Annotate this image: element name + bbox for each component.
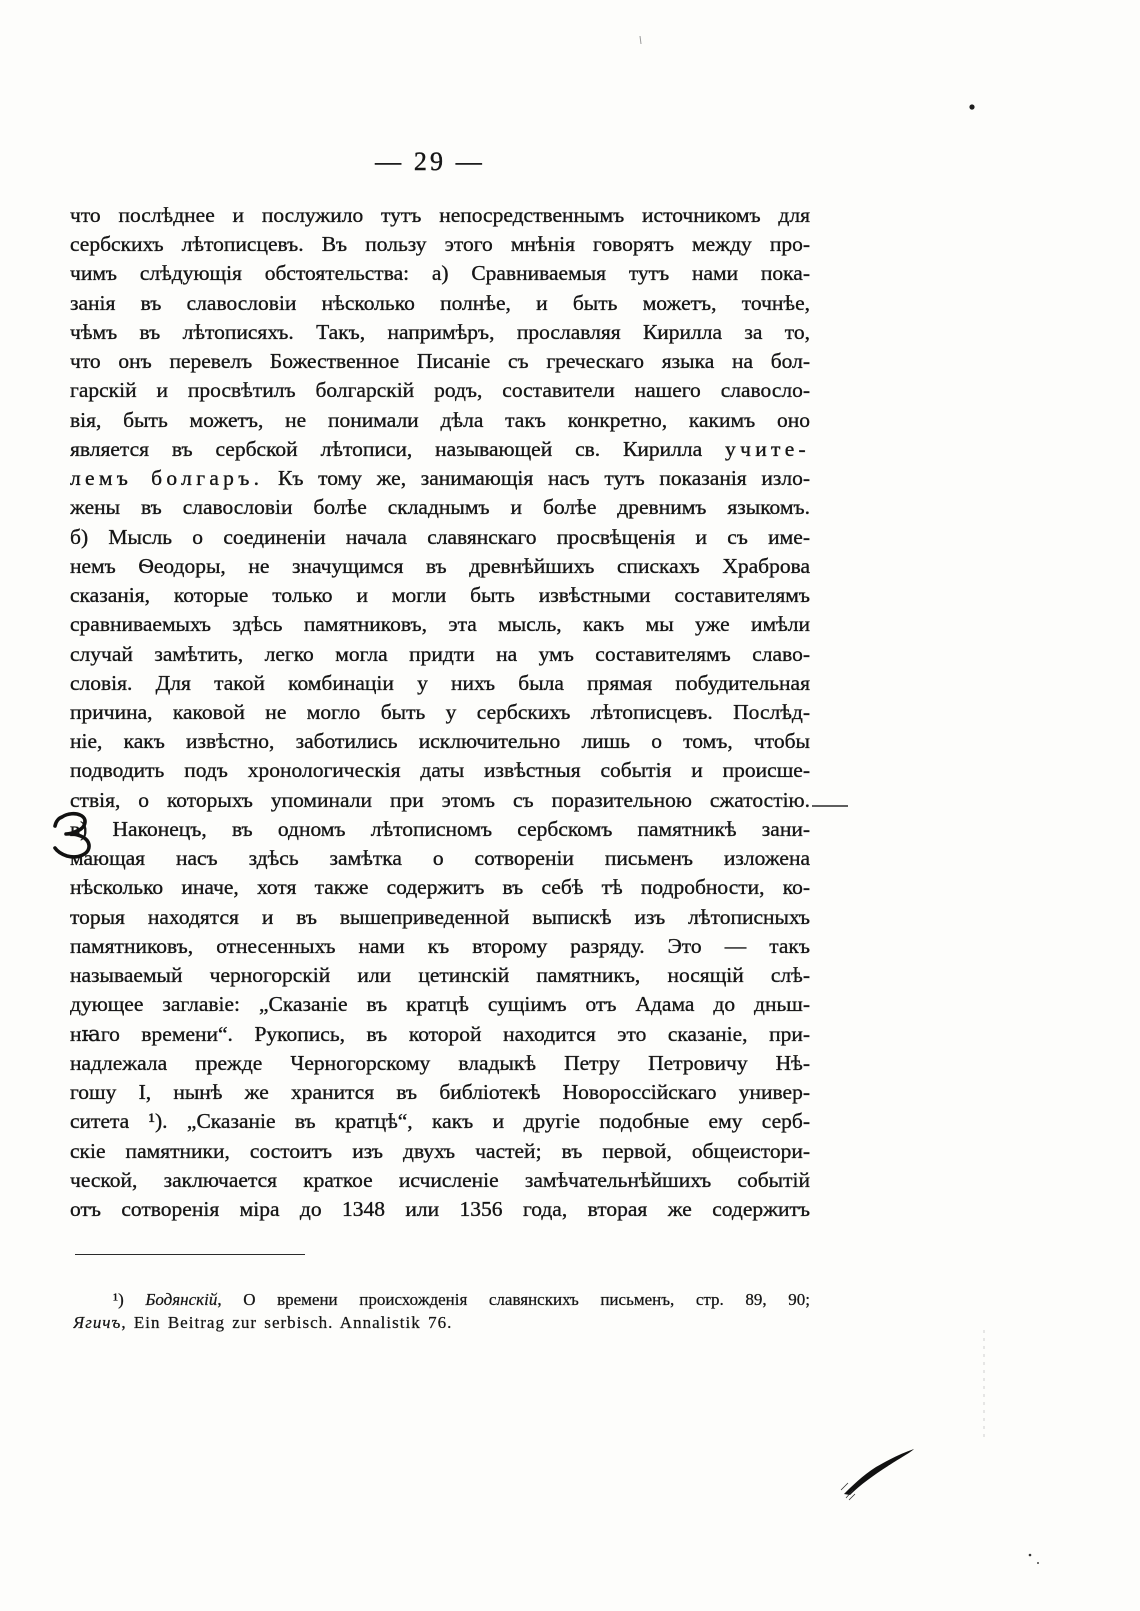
text-line: чимъ слѣдующія обстоятельства: а) Сравниваемыя тутъ нами пока- bbox=[70, 261, 810, 286]
ink-speck bbox=[969, 104, 974, 109]
text-line: ніе, какъ извѣстно, заботились исключительно лишь о томъ, чтобы bbox=[70, 729, 810, 754]
text-line: дующее заглавіе: „Сказаніе въ кратцѣ сущіимъ отъ Адама до дньш- bbox=[70, 992, 810, 1017]
footnote-text: , Ein Beitrag zur serbisch. Annalistik 76. bbox=[121, 1313, 453, 1332]
text-line: отъ сотворенія міра до 1348 или 1356 года, вторая же содержитъ bbox=[70, 1196, 810, 1221]
letterspaced-emphasis: лемъ болгаръ. bbox=[70, 466, 264, 491]
text-line bbox=[70, 815, 810, 844]
text-line: гошу I, нынѣ же хранится въ библіотекѣ Новороссійскаго универ- bbox=[70, 1080, 810, 1105]
text-line: памятниковъ, отнесенныхъ нами къ второму разряду. Это — такъ bbox=[70, 933, 810, 958]
text-line: занія въ славословіи нѣсколько полнѣе, и быть можетъ, точнѣе, bbox=[70, 290, 810, 315]
letterspaced-emphasis: учите- bbox=[725, 436, 810, 461]
text-line: торыя находятся и въ вышеприведенной выпискѣ изъ лѣтописныхъ bbox=[70, 904, 810, 929]
page-number: — 29 — bbox=[375, 147, 485, 176]
footnote-separator-rule bbox=[75, 1254, 305, 1255]
line-text: Наконецъ, въ одномъ лѣтописномъ сербскомъ памятникѣ зани- bbox=[112, 816, 810, 841]
text-line: жены въ славословіи болѣе складнымъ и болѣе древнимъ языкомъ. bbox=[70, 495, 810, 520]
text-line: что онъ перевелъ Божественное Писаніе съ греческаго языка на бол- bbox=[70, 349, 810, 374]
text-line: вія, быть можетъ, не понимали дѣла такъ конкретно, какимъ оно bbox=[70, 407, 810, 432]
text-line: ствія, о которыхъ упоминали при этомъ съ поразительною сжатостію. bbox=[70, 787, 810, 812]
text-line: чѣмъ въ лѣтописяхъ. Такъ, напримѣръ, прославляя Кирилла за то, bbox=[70, 319, 810, 344]
text-line: подводить подъ хронологическія даты извѣстныя событія и происше- bbox=[70, 758, 810, 783]
ink-stroke-hairlines bbox=[841, 1483, 855, 1500]
line-text: является въ сербской лѣтописи, называющей св. Кирилла bbox=[70, 436, 703, 461]
ink-speck bbox=[1037, 1562, 1039, 1564]
text-line: немъ Ѳеодоры, не значущимся въ древнѣйшихъ спискахъ Храброва bbox=[70, 553, 810, 578]
text-line: ситета ¹). „Сказаніе въ кратцѣ“, какъ и другіе подобные ему серб- bbox=[70, 1109, 810, 1134]
text-line: ческой, заключается краткое исчисленіе замѣчательнѣйшихъ событій bbox=[70, 1167, 810, 1192]
text-line: б) Мысль о соединеніи начала славянскаго просвѣщенія и съ име- bbox=[70, 524, 810, 549]
footnote-line bbox=[73, 1288, 810, 1311]
line-text: Къ тому же, занимающія насъ тутъ показанія изло- bbox=[277, 466, 810, 491]
text-line: случай замѣтить, легко могла придти на умъ составителямъ славо- bbox=[70, 641, 810, 666]
text-line bbox=[70, 464, 810, 493]
text-line bbox=[70, 435, 810, 464]
text-line: нꙗго времени“. Рукопись, въ которой находится это сказаніе, при- bbox=[70, 1021, 810, 1046]
enumeration-marker: в) bbox=[70, 816, 88, 841]
text-line: мающая насъ здѣсь замѣтка о сотвореніи письменъ изложена bbox=[70, 846, 810, 871]
text-line: словія. Для такой комбинаціи у нихъ была прямая побудительная bbox=[70, 670, 810, 695]
text-line: называемый черногорскій или цетинскій памятникъ, носящій слѣ- bbox=[70, 963, 810, 988]
scan-tick bbox=[640, 36, 641, 44]
text-line: что послѣднее и послужило тутъ непосредственнымъ источникомъ для bbox=[70, 203, 810, 227]
footnote-mark: ¹) bbox=[113, 1290, 124, 1309]
ink-stroke bbox=[844, 1449, 914, 1495]
text-line: нѣсколько иначе, хотя также содержитъ въ себѣ тѣ подробности, ко- bbox=[70, 875, 810, 900]
text-line: сербскихъ лѣтописцевъ. Въ пользу этого мнѣнія говорятъ между про- bbox=[70, 232, 810, 257]
text-line: сравниваемыхъ здѣсь памятниковъ, эта мысль, какъ мы уже имѣли bbox=[70, 612, 810, 637]
footnote-author: Бодянскій bbox=[145, 1290, 218, 1309]
footnote bbox=[73, 1288, 810, 1334]
footnote-line bbox=[73, 1311, 810, 1334]
text-line: скіе памятники, состоитъ изъ двухъ частей; въ первой, общеистори- bbox=[70, 1138, 810, 1163]
body-text bbox=[70, 201, 810, 1224]
ink-speck bbox=[1029, 1554, 1032, 1557]
text-line: гарскій и просвѣтилъ болгарскій родъ, составители нашего славосло- bbox=[70, 378, 810, 403]
text-line: причина, каковой не могло быть у сербскихъ лѣтописцевъ. Послѣд- bbox=[70, 699, 810, 724]
footnote-author: Ягичъ bbox=[73, 1313, 122, 1332]
text-line: сказанія, которые только и могли быть извѣстными составителямъ bbox=[70, 583, 810, 608]
footnote-text: , О времени происхожденія славянскихъ письменъ, стр. 89, 90; bbox=[217, 1290, 810, 1309]
text-line: надлежала прежде Черногорскому владыкѣ Петру Петровичу Нѣ- bbox=[70, 1050, 810, 1075]
